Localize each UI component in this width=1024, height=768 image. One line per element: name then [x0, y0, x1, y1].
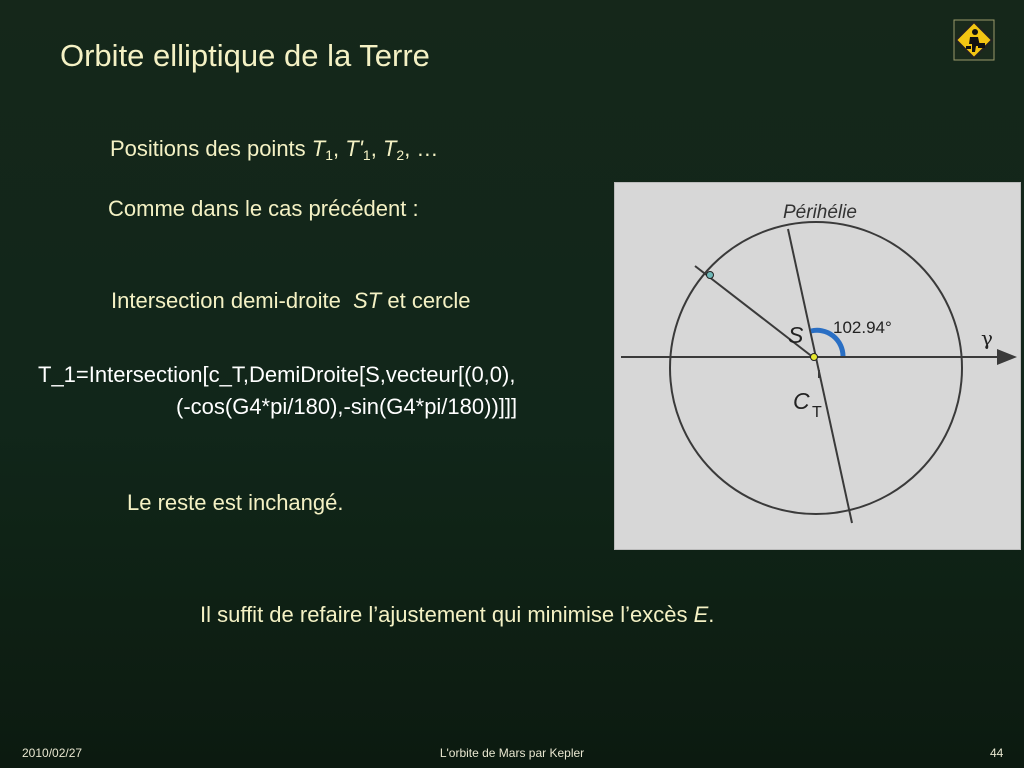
footer-page-number: 44: [990, 746, 1004, 760]
c-label: C: [793, 388, 810, 414]
tp1-symbol: T': [345, 136, 363, 161]
orbit-circle: [670, 222, 962, 514]
st-symbol: ST: [353, 288, 382, 313]
code-line-2: (-cos(G4*pi/180),-sin(G4*pi/180))]]]: [176, 394, 518, 419]
intersection-text: Intersection demi-droite: [111, 288, 341, 313]
conclusion-dot: .: [708, 602, 715, 627]
s-label: S: [788, 322, 804, 348]
conclusion-line: [200, 602, 714, 628]
construction-sign-icon[interactable]: [953, 19, 995, 61]
tp1-sub: 1: [362, 147, 371, 163]
perihelie-label: Périhélie: [783, 202, 857, 223]
gamma-label: γ: [981, 326, 993, 350]
footer-date: 2010/02/27: [22, 746, 83, 760]
footer-title: L'orbite de Mars par Kepler: [439, 746, 585, 760]
conclusion-text: Il suffit de refaire l’ajustement qui minimise l’excès: [200, 602, 694, 627]
t1-symbol: T: [311, 136, 326, 161]
separator: ,: [370, 136, 383, 161]
comme-line: Comme dans le cas précédent :: [108, 196, 419, 221]
t2-sub: 2: [396, 147, 405, 163]
point-t1: [707, 272, 714, 279]
code-line-1: T_1=Intersection[c_T,DemiDroite[S,vecteur[(0,0),: [38, 362, 516, 387]
positions-text: Positions des points: [110, 136, 306, 161]
separator: ,: [333, 136, 346, 161]
orbit-figure: [614, 182, 1021, 550]
t1-sub: 1: [325, 147, 334, 163]
c-subscript: T: [812, 404, 822, 421]
positions-line: [110, 136, 438, 163]
e-symbol: E: [693, 602, 709, 627]
intersection-suffix: et cercle: [381, 288, 471, 313]
axis-arrow-icon: [997, 349, 1017, 365]
intersection-line: [111, 288, 471, 314]
reste-line: Le reste est inchangé.: [127, 490, 344, 515]
angle-label: 102.94°: [833, 318, 892, 337]
point-s: [811, 354, 818, 361]
t2-symbol: T: [382, 136, 397, 161]
ellipsis: , …: [404, 136, 439, 161]
page-title: Orbite elliptique de la Terre: [60, 38, 430, 73]
